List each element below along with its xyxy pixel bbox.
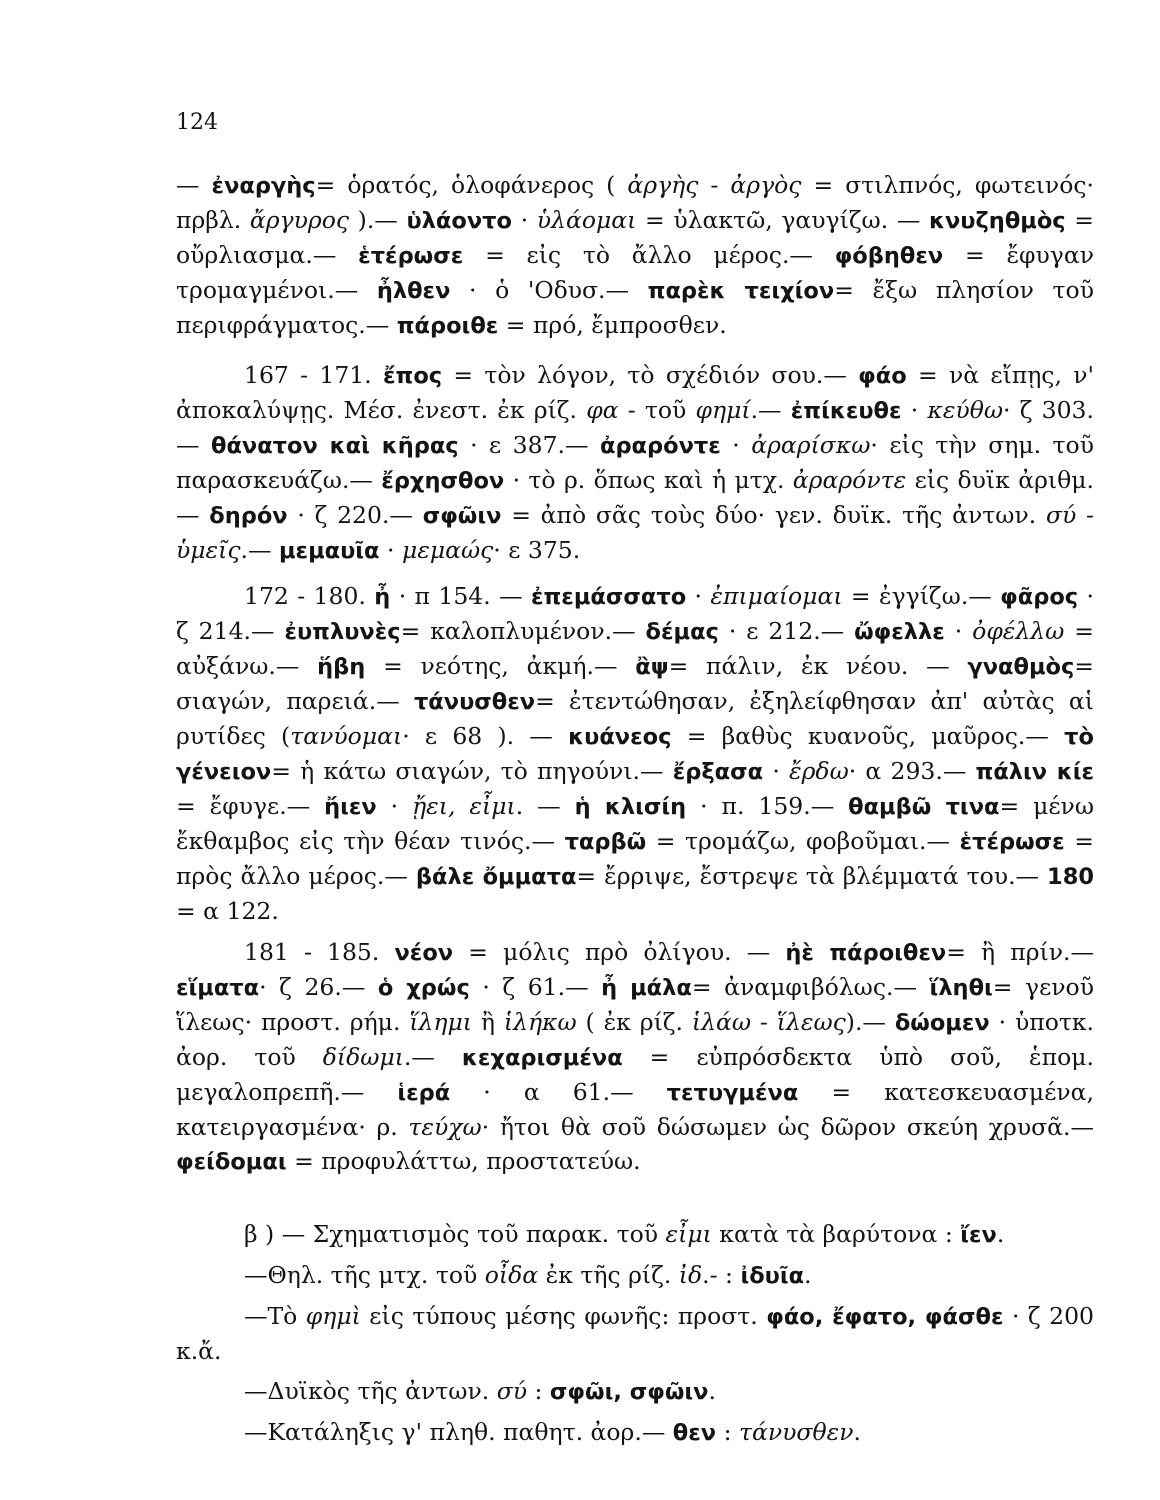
gloss-text: = ἔξω πλησίον τοῦ περιφράγματος.— [176, 276, 1094, 339]
headword: τετυγμένα [666, 1080, 799, 1106]
gloss-text: = ἐγγίζω.— [842, 582, 1001, 610]
italic-form: σύ [496, 1377, 528, 1405]
headword: φείδομαι [176, 1149, 287, 1175]
gloss-text: : [716, 1418, 739, 1446]
italic-form: εἶμι [665, 1220, 712, 1248]
gloss-text: = ἢ πρίν.— [946, 938, 1094, 966]
headword: δώομεν [894, 1010, 990, 1036]
headword: ἔπος [383, 363, 443, 389]
gloss-text: εἰς δυϊκ ἀριθμ.— [176, 466, 1094, 529]
commentary-paragraph-1 [176, 168, 1094, 343]
headword: ἤιεν [324, 794, 377, 820]
gloss-text: . [708, 1377, 716, 1405]
italic-form: τάνυσθεν [738, 1418, 854, 1446]
gloss-text: · τὸ ρ. ὅπως καὶ ἡ μτχ. [504, 466, 793, 494]
gloss-text: — [176, 171, 212, 199]
gloss-text: · ε 68 ). — [402, 722, 569, 750]
gloss-text: ἢ [472, 1008, 504, 1036]
italic-form: ἔρδω [789, 757, 849, 785]
headword: ἐπεμάσσατο [530, 584, 687, 610]
gloss-text: εἰς τύπους μέσης φωνῆς: προστ. [360, 1302, 767, 1330]
gloss-text: —Κατάληξις γ' πληθ. παθητ. ἀορ.— [244, 1418, 673, 1446]
gloss-text: · ζ 220.— [287, 501, 423, 529]
headword: νέον [394, 940, 454, 966]
gloss-text: 167 - 171. [244, 361, 383, 389]
gloss-text: .— [240, 536, 279, 564]
headword: ὁ χρώς [377, 975, 470, 1001]
gloss-text: = πρό, ἔμπροσθεν. [498, 311, 727, 339]
grammar-note [176, 1217, 1094, 1252]
paragraph-text [176, 358, 1094, 568]
gloss-text: · ε 375. [493, 536, 581, 564]
gloss-text: · [901, 396, 928, 424]
gloss-text: = εἰς τὸ ἄλλο μέρος.— [463, 241, 835, 269]
italic-form: ἵλημι [409, 1008, 472, 1036]
gloss-text: κατὰ τὰ βαρύτονα : [711, 1220, 961, 1248]
gloss-text: · [720, 431, 752, 459]
italic-form: φημὶ [305, 1302, 361, 1330]
italic-form: σύ - ὑμεῖς [176, 501, 1094, 564]
gloss-text: · ζ 214.— [176, 582, 1094, 645]
gloss-text: · ζ 200 κ.ἄ. [176, 1302, 1094, 1365]
gloss-text: · [944, 617, 973, 645]
gloss-text: ).— [349, 206, 407, 234]
headword: πάροιθε [396, 313, 499, 339]
italic-form: ἄργυρος [249, 206, 350, 234]
gloss-text: · ζ 61.— [469, 973, 602, 1001]
grammar-note [176, 1415, 1094, 1450]
gloss-text: —Δυϊκὸς τῆς ἀντων. [244, 1377, 497, 1405]
gloss-text: = ἀπὸ σᾶς τοὺς δύο· γεν. δυϊκ. τῆς ἀντων. [501, 501, 1046, 529]
gloss-text: · α 61.— [450, 1078, 667, 1106]
gloss-text: —Θηλ. τῆς μτχ. τοῦ [244, 1261, 485, 1289]
gloss-text: ἐκ τῆς ρίζ. [538, 1261, 679, 1289]
headword: κνυζηθμὸς [929, 208, 1066, 234]
italic-form: τανύομαι [290, 722, 403, 750]
gloss-text: .— [403, 1043, 462, 1071]
headword: ἔρξασα [672, 759, 764, 785]
commentary-paragraph-2 [176, 358, 1094, 568]
headword: ἡ κλισίη [574, 794, 687, 820]
gloss-text: - τοῦ [618, 396, 696, 424]
gloss-text: = οὔρλιασμα.— [176, 206, 1094, 269]
headword: μεμαυῖα [279, 538, 380, 564]
italic-form: δίδωμι [322, 1043, 404, 1071]
headword: ἂψ [635, 654, 669, 680]
gloss-text: = πάλιν, ἐκ νέου. — [668, 652, 968, 680]
grammar-note [176, 1374, 1094, 1409]
gloss-text: = ἔφυγαν τρομαγμένοι.— [176, 241, 1094, 304]
gloss-text: . — [515, 792, 575, 820]
gloss-text: = ὁρατός, ὁλοφάνερος ( [315, 171, 628, 199]
gloss-text: · ε 212.— [718, 617, 855, 645]
headword: ἵληθι [929, 975, 993, 1001]
paragraph-text [176, 935, 1094, 1179]
grammar-note [176, 1258, 1094, 1293]
gloss-text: 172 - 180. [244, 582, 375, 610]
italic-form: ὑλάομαι [536, 206, 637, 234]
headword: δηρόν [209, 503, 288, 529]
headword: θεν [672, 1420, 717, 1446]
gloss-text: = γενοῦ ἵλεως· προστ. ρήμ. [176, 973, 1094, 1036]
headword: εἵματα [176, 975, 260, 1001]
gloss-text: .— [750, 396, 791, 424]
headword: ὤφελλε [854, 619, 945, 645]
gloss-text: · ε 387.— [458, 431, 600, 459]
italic-form: ἱλάω - ἵλεως [691, 1008, 846, 1036]
gloss-text: · ἤτοι θὰ σοῦ δώσωμεν ὡς δῶρον σκεύη χρυσᾶ.— [481, 1113, 1094, 1141]
grammar-note [176, 1299, 1094, 1368]
headword: ἐυπλυνὲς [284, 619, 401, 645]
gloss-text: = εὐπρόσδεκτα ὑπὸ σοῦ, ἑπομ. μεγαλοπρεπῆ.— [176, 1043, 1094, 1106]
italic-form: ὀφέλλω [972, 617, 1065, 645]
headword: ἱερά [397, 1080, 451, 1106]
gloss-text: = νὰ εἴπῃς, ν' ἀποκαλύψῃς. Μέσ. ἐνεστ. ἐκ ρίζ. [176, 361, 1094, 424]
gloss-text: ).— [845, 1008, 895, 1036]
gloss-text: · ὑποτκ. ἀορ. τοῦ [176, 1008, 1095, 1071]
italic-form: κεύθω [927, 396, 1004, 424]
gloss-text: = προφυλάττω, προστατεύω. [286, 1147, 641, 1175]
gloss-text: = μόλις πρὸ ὀλίγου. — [453, 938, 786, 966]
headword: φόβηθεν [834, 243, 944, 269]
headword: σφῶι, σφῶιν [549, 1379, 709, 1405]
gloss-text: · [763, 757, 789, 785]
gloss-text: .- : [702, 1261, 741, 1289]
headword: παρὲκ τειχίον [647, 278, 835, 304]
gloss-text: = κατεσκευασμένα, κατειργασμένα· ρ. [176, 1078, 1094, 1141]
headword: κεχαρισμένα [461, 1045, 623, 1071]
headword: κυάνεος [568, 724, 672, 750]
italic-form: ἱλήκω [503, 1008, 577, 1036]
gloss-text: = πρὸς ἄλλο μέρος.— [176, 827, 1094, 890]
gloss-text: = ὑλακτῶ, γαυγίζω. — [636, 206, 929, 234]
headword: φᾶρος [1000, 584, 1079, 610]
gloss-text: : [527, 1377, 550, 1405]
headword: 180 [1047, 864, 1095, 890]
headword: ἦλθεν [376, 278, 451, 304]
italic-form: ἐπιμαίομαι [710, 582, 843, 610]
headword: ἔρχησθον [381, 468, 505, 494]
gloss-text: β ) — Σχηματισμὸς τοῦ παρακ. τοῦ [244, 1220, 666, 1248]
gloss-text: · [376, 792, 413, 820]
italic-form: ἀραρόντε [792, 466, 907, 494]
paragraph-text [176, 168, 1094, 343]
gloss-text: —Τὸ [244, 1302, 306, 1330]
gloss-text: = βαθὺς κυανοῦς, μαῦρος.— [671, 722, 1065, 750]
headword: ἑτέρωσε [959, 829, 1065, 855]
headword: ἀραρόντε [599, 433, 721, 459]
headword: ἦ μάλα [601, 975, 692, 1001]
gloss-text: = στιλπνός, φωτεινός· πρβλ. [176, 171, 1095, 234]
headword: ὑλάοντο [406, 208, 512, 234]
gloss-text: = ἐτεντώθησαν, ἐξηλείφθησαν ἀπ' αὐτὰς αἱ ρυτίδες ( [176, 687, 1094, 750]
italic-form: οἶδα [484, 1261, 539, 1289]
headword: ἴεν [960, 1222, 997, 1248]
italic-form: τεύχω [408, 1113, 482, 1141]
italic-form: ἰδ [678, 1261, 703, 1289]
gloss-text: · εἰς τὴν σημ. τοῦ παρασκευάζω.— [176, 431, 1094, 494]
gloss-text: = ἀναμφιβόλως.— [691, 973, 930, 1001]
commentary-paragraph-4 [176, 935, 1094, 1179]
gloss-text: · π 154. — [390, 582, 531, 610]
gloss-text: . [996, 1220, 1005, 1248]
gloss-text: · α 293.— [848, 757, 976, 785]
headword: τὸ γένειον [176, 724, 1094, 785]
gloss-text: 181 - 185. [244, 938, 395, 966]
gloss-text: = καλοπλυμένον.— [400, 617, 646, 645]
headword: πάλιν κίε [975, 759, 1094, 785]
headword: δέμας [645, 619, 719, 645]
gloss-text: = νεότης, ἀκμή.— [365, 652, 636, 680]
grammar-notes [176, 1217, 1094, 1456]
commentary-paragraph-3 [176, 579, 1094, 928]
headword: ταρβῶ [564, 829, 647, 855]
italic-form: ᾔει, εἶμι [412, 792, 516, 820]
gloss-text: = ἔφυγε.— [176, 792, 325, 820]
gloss-text: = α 122. [176, 897, 279, 925]
gloss-text: = τρομάζω, φοβοῦμαι.— [646, 827, 960, 855]
headword: βάλε ὄμματα [415, 864, 577, 890]
gloss-text: . [853, 1418, 861, 1446]
gloss-text: ( ἐκ ρίζ. [576, 1008, 692, 1036]
gloss-text: · [511, 206, 537, 234]
headword: ἰδυῖα [740, 1263, 805, 1289]
page-number: 124 [176, 110, 218, 135]
gloss-text: · ζ 303.— [176, 396, 1094, 459]
italic-form: μεμαώς [401, 536, 494, 564]
gloss-text: · ὁ 'Οδυσ.— [450, 276, 648, 304]
gloss-text: = ἔρριψε, ἔστρεψε τὰ βλέμματά του.— [576, 862, 1048, 890]
headword: ἠὲ πάροιθεν [785, 940, 947, 966]
gloss-text: = αὐξάνω.— [176, 617, 1094, 680]
italic-form: ἀραρίσκω [751, 431, 871, 459]
italic-form: φημί [695, 396, 751, 424]
headword: ἐπίκευθε [790, 398, 902, 424]
gloss-text: = τὸν λόγον, τὸ σχέδιόν σου.— [442, 361, 859, 389]
headword: ἦ [374, 584, 391, 610]
headword: θαμβῶ τινα [848, 794, 1000, 820]
headword: θάνατον καὶ κῆρας [210, 433, 459, 459]
gloss-text: = σιαγών, παρειά.— [176, 652, 1094, 715]
gloss-text: · [686, 582, 711, 610]
italic-form: φα [586, 396, 619, 424]
headword: ἑτέρωσε [358, 243, 464, 269]
gloss-text: · ζ 26.— [259, 973, 378, 1001]
gloss-text: · [379, 536, 402, 564]
paragraph-text [176, 579, 1094, 928]
gloss-text: = ἡ κάτω σιαγών, τὸ πηγούνι.— [271, 757, 673, 785]
headword: ἐναργὴς [211, 173, 316, 199]
headword: σφῶιν [422, 503, 502, 529]
headword: φάο [858, 363, 907, 389]
headword: τάνυσθεν [413, 689, 536, 715]
gloss-text: = μένω ἔκθαμβος εἰς τὴν θέαν τινός.— [176, 792, 1095, 855]
headword: ἥβη [317, 654, 366, 680]
headword: γναθμὸς [967, 654, 1075, 680]
gloss-text: · π. 159.— [686, 792, 849, 820]
italic-form: ἀργὴς - ἀργὸς [627, 171, 802, 199]
gloss-text: . [804, 1261, 812, 1289]
headword: φάο, ἔφατο, φάσθε [766, 1304, 1004, 1330]
